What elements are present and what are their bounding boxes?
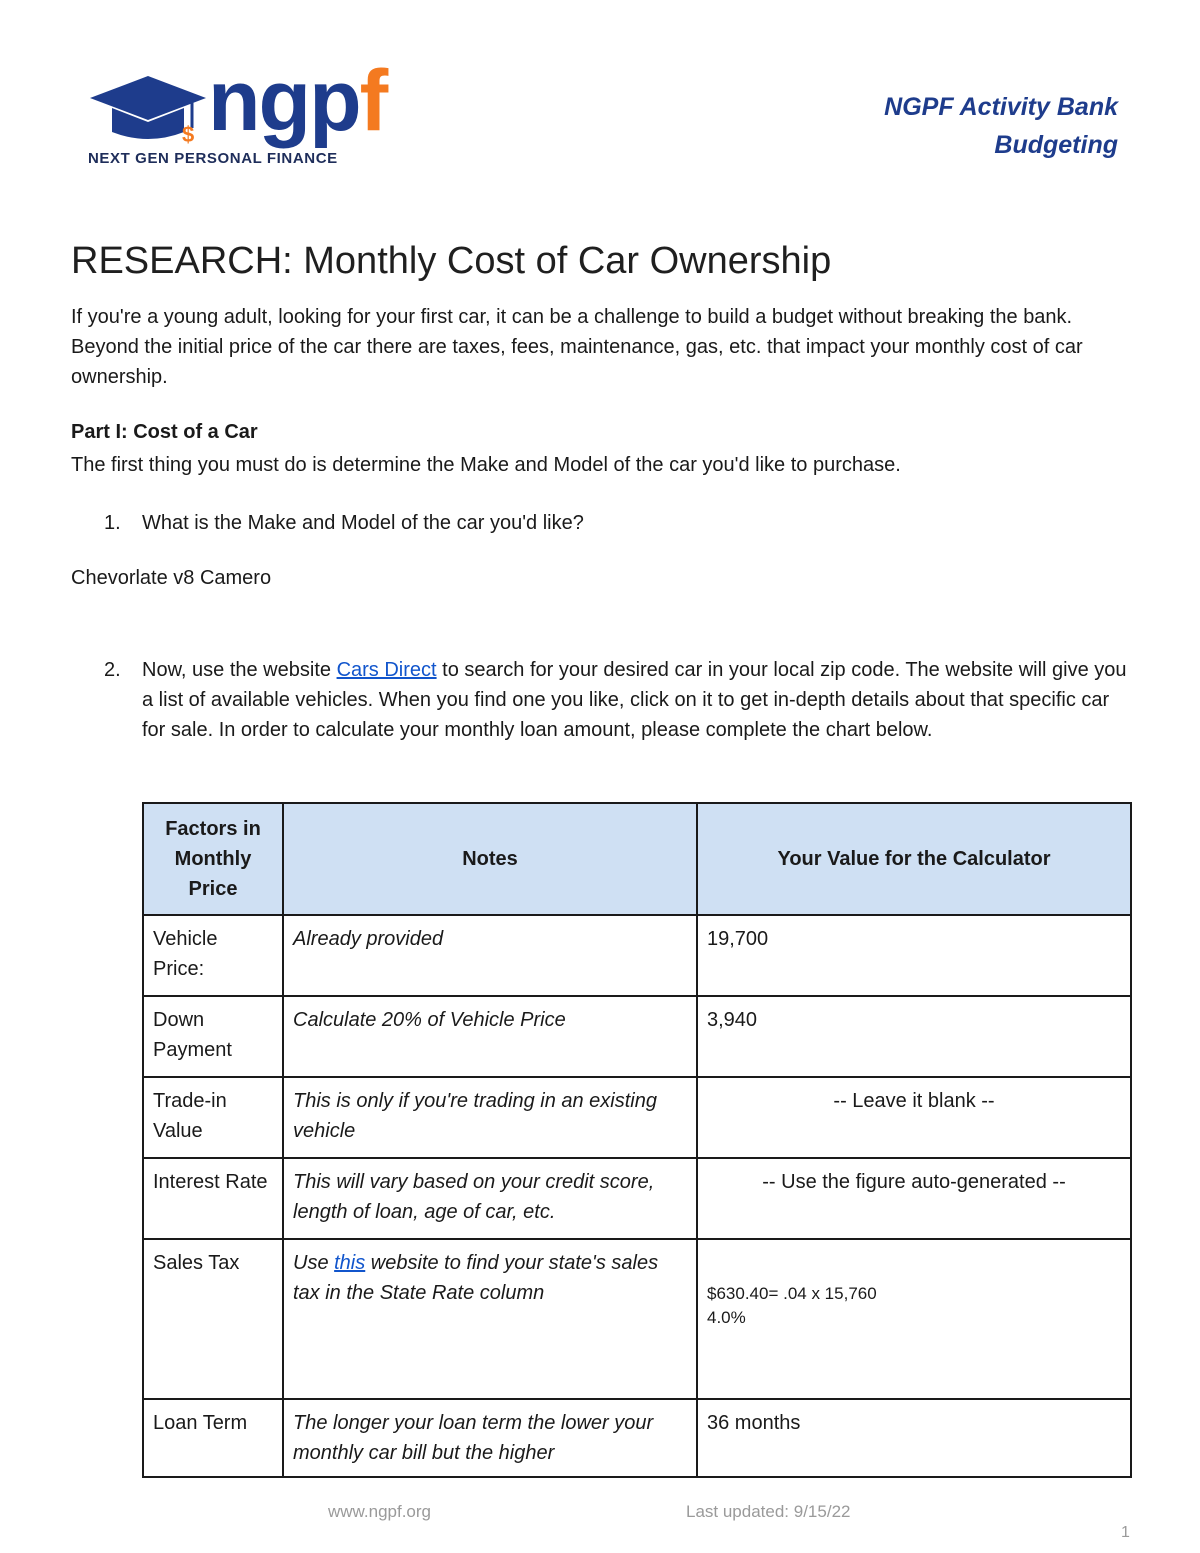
notes-cell: Calculate 20% of Vehicle Price [283, 996, 697, 1077]
table-header-row [143, 803, 1131, 915]
notes-cell: Already provided [283, 915, 697, 996]
question-2 [104, 655, 1134, 785]
value-cell: -- Leave it blank -- [697, 1077, 1131, 1158]
table-row [143, 996, 1131, 1077]
logo-wordmark: ngpf [208, 53, 387, 149]
answer-1: Chevorlate v8 Camero [71, 567, 272, 589]
calculator-table [142, 802, 1132, 1478]
sales-tax-rate: 4.0% [707, 1308, 746, 1327]
table-row [143, 1158, 1131, 1239]
factor-cell: Trade-in Value [143, 1077, 283, 1158]
table-row [143, 1399, 1131, 1477]
factor-cell: Loan Term [143, 1399, 283, 1477]
value-cell: 3,940 [697, 996, 1131, 1077]
header-line-2: Budgeting [994, 131, 1118, 159]
factor-cell: Interest Rate [143, 1158, 283, 1239]
question-number: 1. [104, 512, 121, 534]
footer-updated: Last updated: 9/15/22 [686, 1502, 851, 1521]
value-cell: -- Use the figure auto-generated -- [697, 1158, 1131, 1239]
header-line-1: NGPF Activity Bank [884, 93, 1118, 121]
table-row [143, 1077, 1131, 1158]
value-cell [697, 1239, 1131, 1399]
factor-cell: Sales Tax [143, 1239, 283, 1399]
table-row [143, 1239, 1131, 1399]
notes-cell: This will vary based on your credit score, length of loan, age of car, etc. [283, 1158, 697, 1239]
value-cell: 19,700 [697, 915, 1131, 996]
activity-bank-header [884, 88, 1118, 164]
question-text: Now, use the website Cars Direct to search for your desired car in your local zip code. The website will give you a list of available vehicles. When you find one you like, click on it to get in-depth details about that specific car for sale. In order to calculate your monthly loan amount, please complete the chart below. [142, 659, 1127, 741]
footer-url: www.ngpf.org [328, 1502, 431, 1521]
factor-cell: Down Payment [143, 996, 283, 1077]
svg-text:$: $ [182, 122, 195, 144]
header-factors: Factors in Monthly Price [143, 803, 283, 915]
value-cell: 36 months [697, 1399, 1131, 1477]
page-title: RESEARCH: Monthly Cost of Car Ownership [71, 240, 832, 282]
graduation-cap-icon [88, 74, 208, 144]
sales-tax-calc: $630.40= .04 x 15,760 [707, 1284, 877, 1303]
header-notes: Notes [283, 803, 697, 915]
part1-heading: Part I: Cost of a Car [71, 421, 258, 443]
question-number: 2. [104, 659, 121, 681]
notes-cell: Use this website to find your state's sales tax in the State Rate column [283, 1239, 697, 1399]
header-value: Your Value for the Calculator [697, 803, 1131, 915]
factor-cell: Vehicle Price: [143, 915, 283, 996]
logo-tagline: NEXT GEN PERSONAL FINANCE [88, 150, 338, 167]
notes-cell: This is only if you're trading in an existing vehicle [283, 1077, 697, 1158]
table-row [143, 915, 1131, 996]
notes-cell: The longer your loan term the lower your monthly car bill but the higher [283, 1399, 697, 1477]
intro-paragraph: If you're a young adult, looking for your first car, it can be a challenge to build a budget without breaking the bank. Beyond the initial price of the car there are taxes, fees, maintenance, gas, etc. that impact your monthly cost of car ownership. [71, 306, 1083, 388]
ngpf-logo [88, 53, 388, 170]
question-text: What is the Make and Model of the car you'd like? [142, 512, 584, 534]
sales-tax-link[interactable]: this [334, 1252, 366, 1274]
page-number: 1 [1121, 1524, 1130, 1541]
cars-direct-link[interactable]: Cars Direct [336, 659, 437, 681]
part1-text: The first thing you must do is determine the Make and Model of the car you'd like to purchase. [71, 454, 901, 476]
